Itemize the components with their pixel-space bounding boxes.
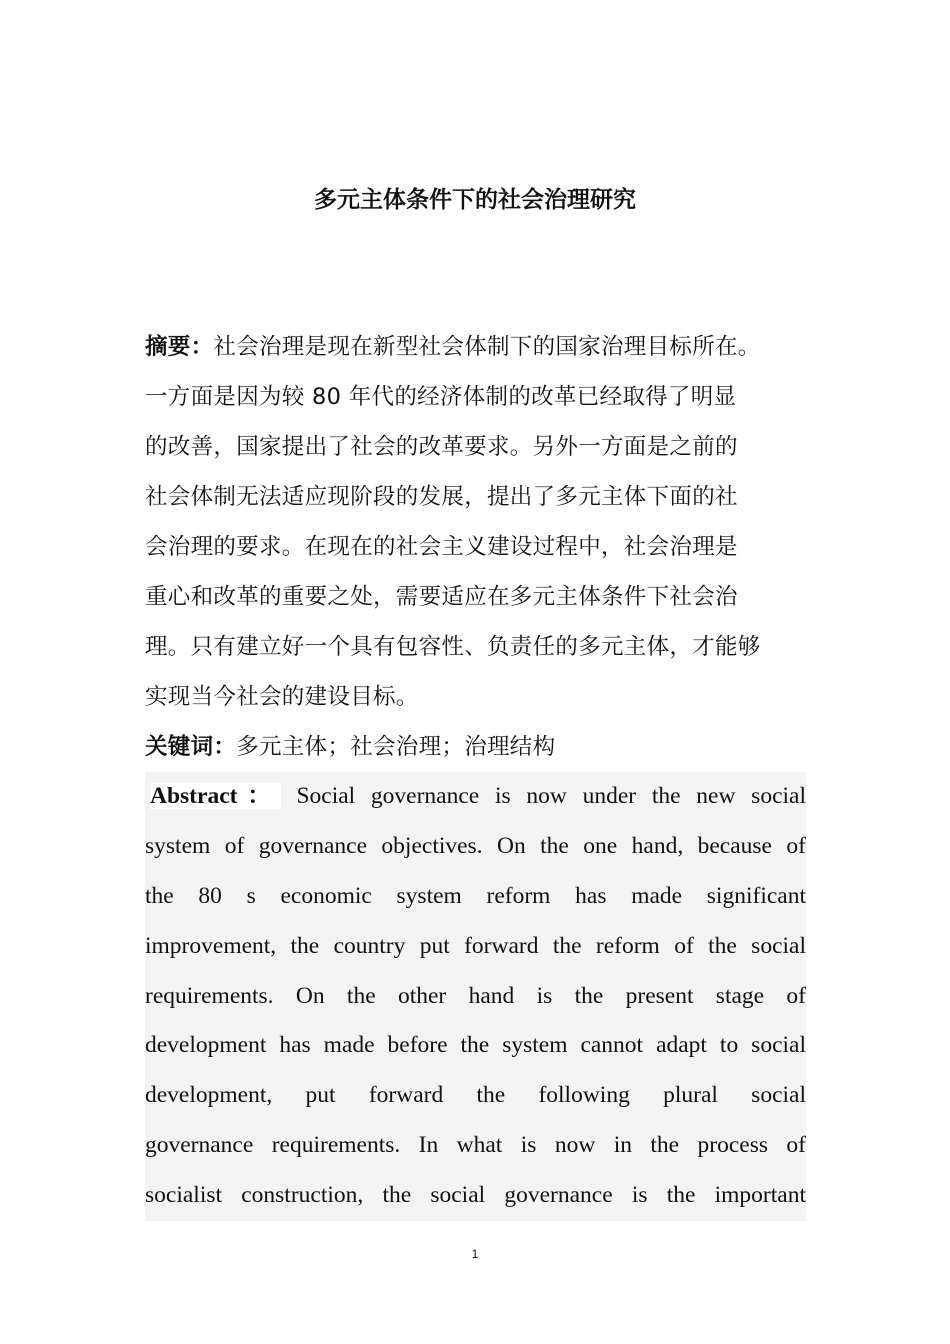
english-abstract-line: requirements. On the other hand is the present stage of <box>145 972 806 1022</box>
abstract-line: 的改善，国家提出了社会的改革要求。另外一方面是之前的 <box>145 434 738 460</box>
keywords-line <box>145 722 807 772</box>
english-abstract-line: development, put forward the following plural social <box>145 1071 806 1121</box>
abstract-label: 摘要： <box>145 334 214 360</box>
keywords-label: 关键词： <box>145 734 237 760</box>
english-abstract-line: development has made before the system cannot adapt to social <box>145 1021 806 1071</box>
english-abstract-line: socialist construction, the social governance is the important <box>145 1171 806 1221</box>
abstract-line: 会治理的要求。在现在的社会主义建设过程中，社会治理是 <box>145 534 738 560</box>
english-abstract-line: the 80 s economic system reform has made significant <box>145 872 806 922</box>
english-abstract-line: improvement, the country put forward the reform of the social <box>145 922 806 972</box>
english-abstract-label: Abstract： <box>150 783 281 809</box>
abstract-line: 重心和改革的重要之处，需要适应在多元主体条件下社会治 <box>145 584 738 610</box>
page-number: 1 <box>471 1247 479 1261</box>
abstract-line: 摘要：社会治理是现在新型社会体制下的国家治理目标所在。 <box>145 334 761 360</box>
chinese-abstract <box>145 322 807 772</box>
abstract-line: 一方面是因为较 80 年代的经济体制的改革已经取得了明显 <box>145 384 737 410</box>
abstract-line: 理。只有建立好一个具有包容性、负责任的多元主体，才能够 <box>145 634 761 660</box>
english-abstract <box>145 772 806 1221</box>
page-title: 多元主体条件下的社会治理研究 <box>314 187 636 213</box>
keywords-text: 多元主体；社会治理；治理结构 <box>236 734 556 760</box>
english-abstract-line: governance requirements. In what is now in the process of <box>145 1121 806 1171</box>
english-abstract-line: system of governance objectives. On the one hand, because of <box>145 822 806 872</box>
english-abstract-line: Abstract： Social governance is now under the new social <box>145 772 806 822</box>
abstract-line: 社会体制无法适应现阶段的发展，提出了多元主体下面的社 <box>145 484 738 510</box>
abstract-line: 实现当今社会的建设目标。 <box>145 684 419 710</box>
